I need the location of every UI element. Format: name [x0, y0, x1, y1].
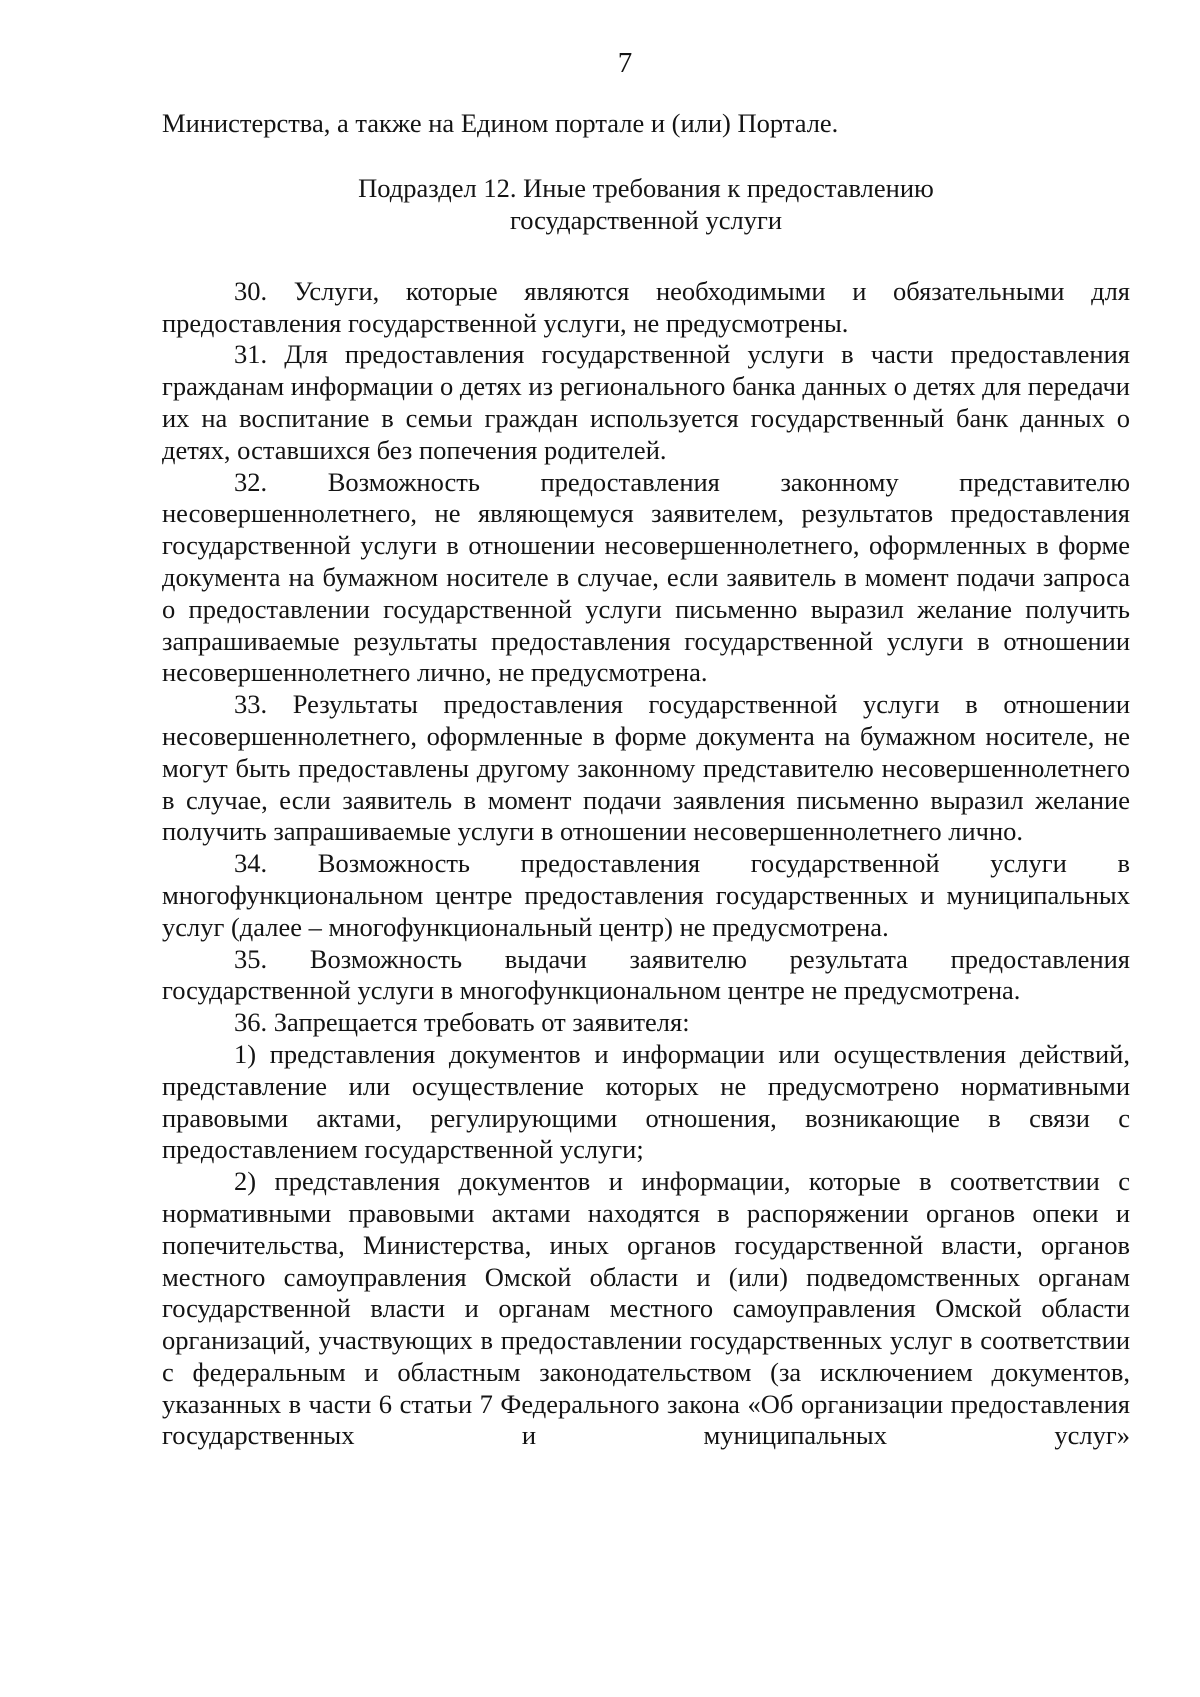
subsection-heading: [162, 172, 1130, 236]
document-body: [162, 108, 1130, 1452]
paragraph-35: 35. Возможность выдачи заявителю результата предоставления государственной услуги в многофункциональном центре не предусмотрена.: [162, 943, 1130, 1006]
paragraph-36: 36. Запрещается требовать от заявителя:: [234, 1007, 690, 1038]
paragraph-31: 31. Для предоставления государственной услуги в части предоставления гражданам информации о детях из регионального банка данных о детях для передачи их на воспитание в семьи граждан используется государственный банк данных о детях, оставшихся без попечения родителей.: [162, 339, 1130, 465]
subsection-heading-line-1: Подраздел 12. Иные требования к предоставлению: [358, 172, 934, 203]
continuation-paragraph: Министерства, а также на Едином портале и (или) Портале.: [162, 108, 839, 138]
paragraph-32: 32. Возможность предоставления законному представителю несовершеннолетнего, не являющемуся заявителем, результатов предоставления государственной услуги в отношении несовершеннолетнего, оформленных в форме документа на бумажном носителе в случае, если заявитель в момент подачи запроса о предоставлении государственной услуги письменно выразил желание получить запрашиваемые результаты предоставления государственной услуги в отношении несовершеннолетнего лично, не предусмотрена.: [162, 466, 1130, 688]
paragraph-36-item-1: 1) представления документов и информации или осуществления действий, представление или осуществление которых не предусмотрено нормативными правовыми актами, регулирующими отношения, возникающие в связи с предоставлением государственной услуги;: [162, 1038, 1130, 1165]
page-number: 7: [617, 47, 633, 79]
paragraph-36-item-2: 2) представления документов и информации, которые в соответствии с нормативными правовыми актами находятся в распоряжении органов опеки и попечительства, Министерства, иных органов государственной власти, органов местного самоуправления Омской области и (или) подведомственных органам государственной власти и органам местного самоуправления Омской области организаций, участвующих в предоставлении государственных услуг в соответствии с федеральным и областным законодательством (за исключением документов, указанных в части 6 статьи 7 Федерального закона «Об организации предоставления государственных и муниципальных услуг»: [162, 1166, 1130, 1451]
subsection-heading-line-2: государственной услуги: [509, 204, 783, 235]
paragraph-34: 34. Возможность предоставления государственной услуги в многофункциональном центре предоставления государственных и муниципальных услуг (далее – многофункциональный центр) не предусмотрена.: [162, 848, 1130, 942]
paragraph-33: 33. Результаты предоставления государственной услуги в отношении несовершеннолетнего, оформленные в форме документа на бумажном носителе, не могут быть предоставлены другому законному представителю несовершеннолетнего в случае, если заявитель в момент подачи заявления письменно выразил желание получить запрашиваемые услуги в отношении несовершеннолетнего лично.: [162, 689, 1130, 847]
paragraph-30: 30. Услуги, которые являются необходимыми и обязательными для предоставления государственной услуги, не предусмотрены.: [162, 275, 1130, 338]
